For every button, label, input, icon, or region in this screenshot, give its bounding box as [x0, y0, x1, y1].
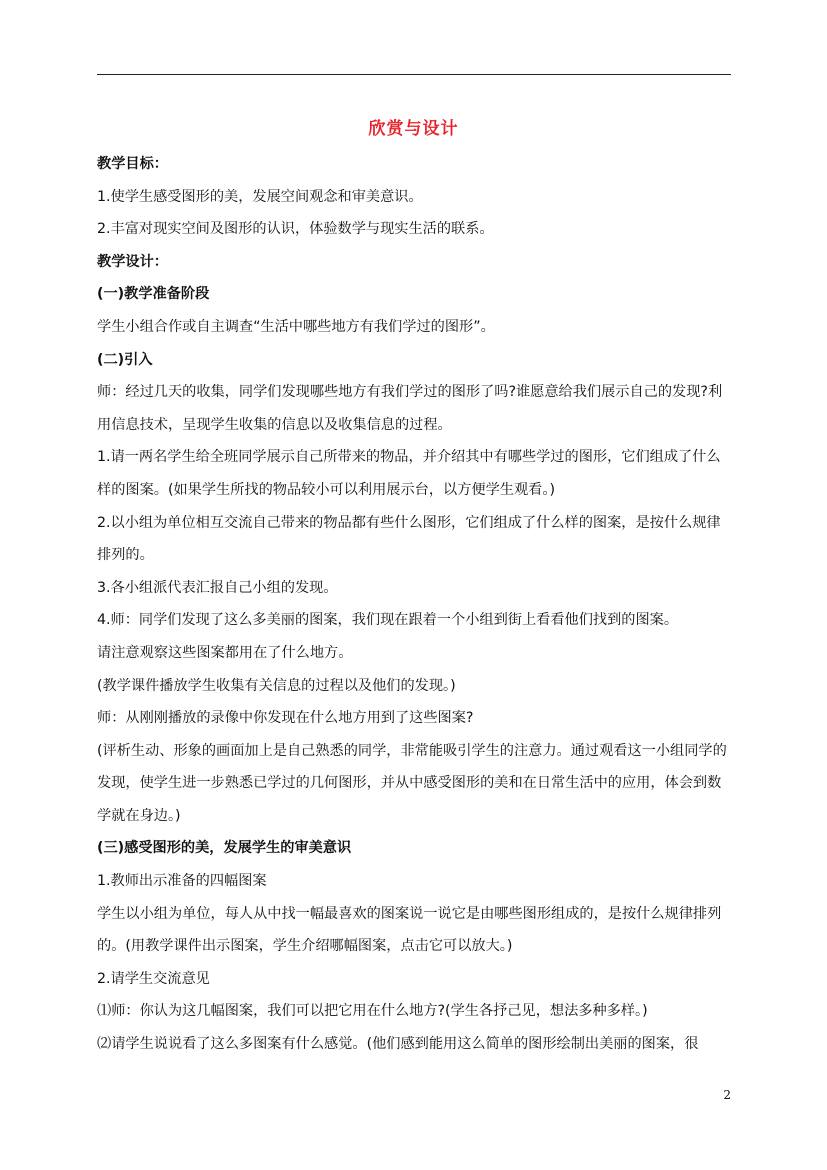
- paragraph: (一)教学准备阶段: [97, 286, 210, 303]
- paragraph: 2.丰富对现实空间及图形的认识，体验数学与现实生活的联系。: [97, 221, 494, 238]
- paragraph: ⑴师：你认为这几幅图案，我们可以把它用在什么地方?(学生各抒己见，想法多种多样。): [97, 1003, 648, 1020]
- paragraph: (三)感受图形的美，发展学生的审美意识: [97, 840, 352, 857]
- paragraph: 师：经过几天的收集，同学们发现哪些地方有我们学过的图形了吗?谁愿意给我们展示自己的发现?利用信息技术，呈现学生收集的信息以及收集信息的过程。: [97, 384, 723, 433]
- paragraph: 1.教师出示准备的四幅图案: [97, 873, 267, 890]
- paragraph: 1.请一两名学生给全班同学展示自己所带来的物品，并介绍其中有哪些学过的图形，它们组成了什么样的图案。(如果学生所找的物品较小可以利用展示台，以方便学生观看。): [97, 449, 721, 498]
- paragraph: 教学目标：: [97, 156, 168, 172]
- paragraph: (评析生动、形象的画面加上是自己熟悉的同学，非常能吸引学生的注意力。通过观看这一小组同学的发现，使学生进一步熟悉已学过的几何图形，并从中感受图形的美和在日常生活中的应用，体会到数学就在身边。): [97, 742, 727, 824]
- document-title: 欣赏与设计: [368, 119, 459, 139]
- paragraph: ⑵请学生说说看了这么多图案有什么感觉。(他们感到能用这么简单的图形绘制出美丽的图案，很: [97, 1036, 699, 1053]
- paragraph: 4.师：同学们发现了这么多美丽的图案，我们现在跟着一个小组到街上看看他们找到的图案。: [97, 612, 679, 629]
- page-number: 2: [723, 1088, 731, 1102]
- header-rule: [97, 74, 731, 75]
- document-body: [97, 148, 729, 1061]
- paragraph: 请注意观察这些图案都用在了什么地方。: [97, 644, 353, 661]
- paragraph: 2.以小组为单位相互交流自己带来的物品都有些什么图形，它们组成了什么样的图案，是按什么规律排列的。: [97, 514, 721, 564]
- paragraph: (二)引入: [97, 351, 153, 368]
- paragraph: 学生以小组为单位，每人从中找一幅最喜欢的图案说一说它是由哪些图形组成的，是按什么规律排列的。(用教学课件出示图案，学生介绍哪幅图案，点击它可以放大。): [97, 905, 722, 955]
- paragraph: 1.使学生感受图形的美，发展空间观念和审美意识。: [97, 188, 423, 205]
- paragraph: 师：从刚刚播放的录像中你发现在什么地方用到了这些图案?: [97, 710, 474, 727]
- paragraph: (教学课件播放学生收集有关信息的过程以及他们的发现。): [97, 677, 456, 694]
- paragraph: 学生小组合作或自主调查“生活中哪些地方有我们学过的图形”。: [97, 318, 495, 335]
- paragraph: 3.各小组派代表汇报自己小组的发现。: [97, 579, 338, 596]
- paragraph: 教学设计：: [97, 253, 168, 270]
- paragraph: 2.请学生交流意见: [97, 970, 210, 987]
